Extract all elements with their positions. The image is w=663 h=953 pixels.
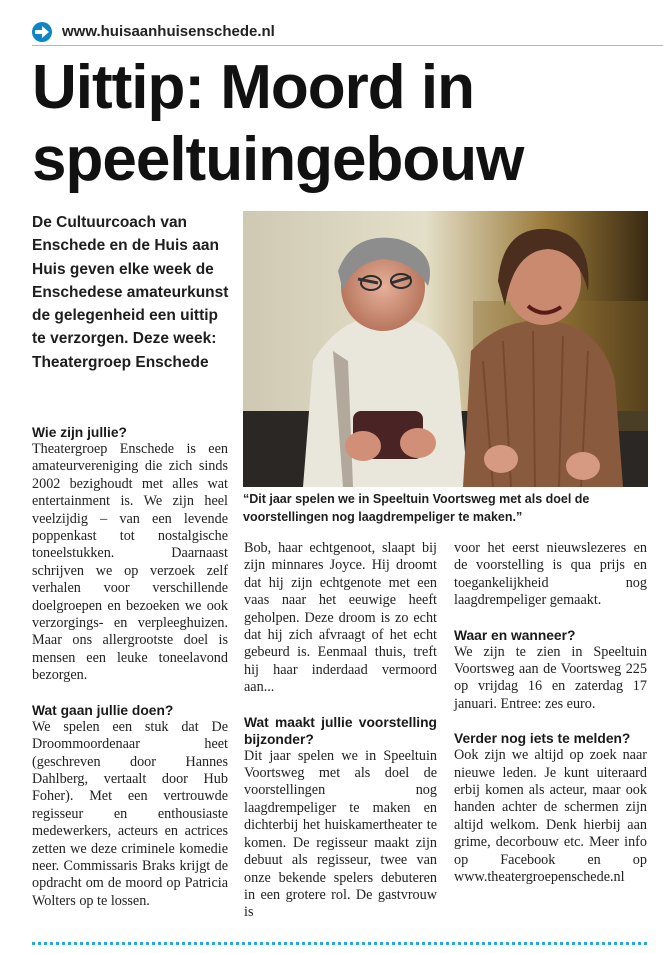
question-heading-more: Verder nog iets te melden? [454, 731, 631, 747]
article-title [32, 52, 662, 196]
arrow-right-icon [32, 22, 52, 42]
article-photo [243, 211, 648, 487]
footer-dotted-divider [32, 942, 647, 945]
header-divider [32, 45, 663, 46]
question-heading-who: Wie zijn jullie? [32, 425, 127, 440]
article-column-2 [244, 540, 437, 922]
article-column-3 [454, 540, 647, 887]
question-heading-where: Waar en wanneer? [454, 627, 576, 643]
answer-special-continued: voor het eerst nieuwslezeres en de voorstelling is qua prijs en toegankelijkheid nog laagdrempeliger gemaakt. [454, 540, 647, 609]
answer-who: Theatergroep Enschede is een amateurvereniging die zich sinds 2002 bezighoudt met alles wat entertainment is. We zijn heel veelzijdig – van een levende poppenkast tot nostalgische toneelstukken. Daarnaast schrijven we op verzoek zelf verhalen voor verschillende doelgroepen en bezoeken we ook verzorgings- en verpleeghuizen. Maar ons allergrootste doel is mensen een leuke toneelavond bezorgen. [32, 441, 228, 684]
answer-what: We spelen een stuk dat De Droommoordenaar heet (geschreven door Hannes Dahlberg, vertaalt door Hub Foher). Met een vertrouwde regisseur en enthousiaste medewerkers, acteurs en actrices zetten we deze criminele komedie neer. Commissaris Braks krijgt de opdracht om de moord op Patricia Wolters op te lossen. [32, 718, 228, 909]
article-intro: De Cultuurcoach van Enschede en de Huis aan Huis geven elke week de Enschedese amateurkunst de gelegenheid een uittip te verzorgen. Deze week: Theatergroep Enschede [32, 214, 229, 371]
answer-more: Ook zijn we altijd op zoek naar nieuwe leden. Je kunt uiteraard erbij komen als acteur, maar ook handen achter de schermen zijn altijd welkom. Denk hierbij aan grime, decorbouw etc. Meer info op Facebook en op www.theatergroepenschede.nl [454, 747, 647, 886]
question-heading-what: Wat gaan jullie doen? [32, 702, 174, 718]
answer-what-continued: Bob, haar echtgenoot, slaapt bij zijn minnares Joyce. Hij droomt dat hij zijn echtgenote met een vaas naar het eeuwige heeft geholpen. Deze droom is zo echt dat hij zich afvraagt of het echt gebeurd is. Eenmaal thuis, treft hij haar inderdaad vermoord aan... [244, 540, 437, 696]
answer-special: Dit jaar spelen we in Speeltuin Voortsweg met als doel de voorstellingen nog laagdrempeliger te maken en dichterbij het huiskamertheater te komen. De regisseur maakt zijn debuut als regisseur, twee van onze bekende spelers debuteren in een grotere rol. De gastvrouw is [244, 747, 437, 921]
title-line-2: speeltuingebouw [32, 125, 524, 194]
photo-caption: “Dit jaar spelen we in Speeltuin Voortsweg met als doel de voorstellingen nog laagdrempeliger te maken.” [243, 492, 590, 524]
answer-where: We zijn te zien in Speeltuin Voortsweg aan de Voortsweg 225 op vrijdag 16 en zaterdag 17 januari. Entree: zes euro. [454, 643, 647, 712]
question-heading-special: Wat maakt jullie voorstelling bijzonder? [244, 714, 437, 747]
title-line-1: Uittip: Moord in [32, 53, 474, 122]
site-header [32, 20, 662, 46]
article-column-1 [32, 424, 228, 910]
site-url[interactable]: www.huisaanhuisenschede.nl [62, 23, 275, 40]
